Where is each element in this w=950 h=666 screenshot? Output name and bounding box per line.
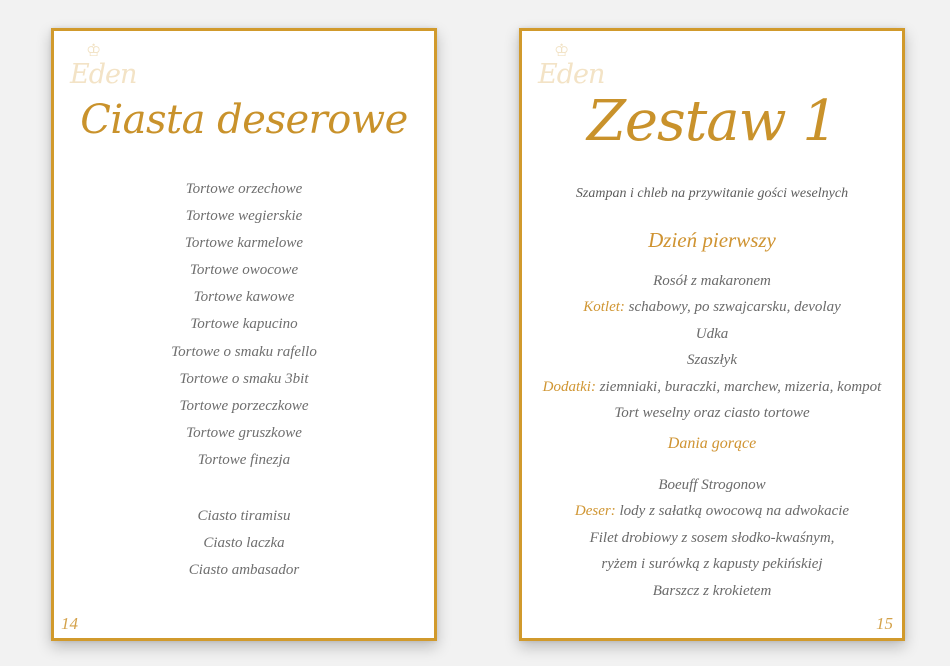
menu-item-text: ziemniaki, buraczki, marchew, mizeria, kompot	[595, 378, 882, 395]
page-title: Zestaw 1	[586, 89, 838, 154]
intro-text: Szampan i chleb na przywitanie gości weselnych	[575, 186, 849, 201]
list-item: Tortowe o smaku rafello	[171, 343, 317, 360]
list-item: Ciasto ambasador	[188, 562, 300, 579]
section-title-day: Dzień pierwszy	[648, 228, 776, 252]
day-menu-list	[522, 268, 902, 426]
menu-item	[522, 472, 902, 498]
hot-menu-list	[522, 472, 902, 604]
page-number: 14	[61, 614, 78, 633]
list-item: Tortowe orzechowe	[185, 181, 303, 197]
menu-item-text: Udka	[695, 325, 729, 342]
menu-item-text: Szaszłyk	[687, 352, 737, 369]
menu-item-label: Dodatki:	[542, 378, 596, 395]
menu-item-label: Deser:	[574, 503, 616, 520]
menu-item-label: Kotlet:	[583, 299, 625, 316]
crown-icon: ♔	[86, 41, 102, 61]
menu-item	[522, 525, 902, 551]
menu-item-text: Boeuff Strogonow	[658, 477, 766, 493]
page-title: Ciasta deserowe	[80, 97, 408, 143]
list-item: Tortowe finezja	[197, 451, 291, 468]
menu-item-text: schabowy, po szwajcarsku, devolay	[624, 299, 841, 316]
list-item: Ciasto tiramisu	[197, 508, 291, 524]
list-item: Tortowe kawowe	[193, 289, 295, 306]
menu-item	[522, 347, 902, 373]
list-item: Tortowe karmelowe	[184, 235, 304, 252]
list-item: Tortowe wegierskie	[185, 208, 303, 225]
list-item: Ciasto laczka	[203, 535, 285, 552]
menu-item	[522, 400, 902, 426]
menu-item-text: Tort weselny oraz ciasto tortowe	[614, 404, 810, 421]
menu-item-text: lody z sałatką owocową na adwokacie	[615, 503, 850, 520]
list-item: Tortowe owocowe	[189, 262, 299, 279]
list-item: Tortowe porzeczkowe	[179, 397, 309, 414]
menu-item	[522, 498, 902, 524]
list-item: Tortowe o smaku 3bit	[179, 370, 309, 387]
list-item: Tortowe gruszkowe	[186, 424, 302, 441]
logo-wordmark: Eden	[538, 59, 605, 90]
ciasto-list	[54, 503, 434, 584]
menu-item	[522, 374, 902, 400]
menu-item-text: Barszcz z krokietem	[652, 582, 772, 599]
eden-logo	[68, 41, 148, 101]
menu-item	[522, 268, 902, 294]
logo-wordmark: Eden	[70, 59, 137, 90]
page-number: 15	[876, 614, 893, 633]
crown-icon: ♔	[554, 41, 570, 61]
menu-item-text: Filet drobiowy z sosem słodko-kwaśnym,	[589, 529, 835, 546]
menu-item-text: ryżem i surówką z kapusty pekińskiej	[601, 556, 823, 573]
menu-item-text: Rosół z makaronem	[653, 273, 771, 289]
menu-item	[522, 578, 902, 604]
tortowe-list	[54, 176, 434, 474]
section-title-hot: Dania gorące	[667, 435, 757, 452]
menu-page-right	[519, 28, 905, 641]
menu-page-left	[51, 28, 437, 641]
menu-item	[522, 321, 902, 347]
menu-item	[522, 294, 902, 320]
menu-item	[522, 551, 902, 577]
list-item: Tortowe kapucino	[190, 316, 298, 333]
